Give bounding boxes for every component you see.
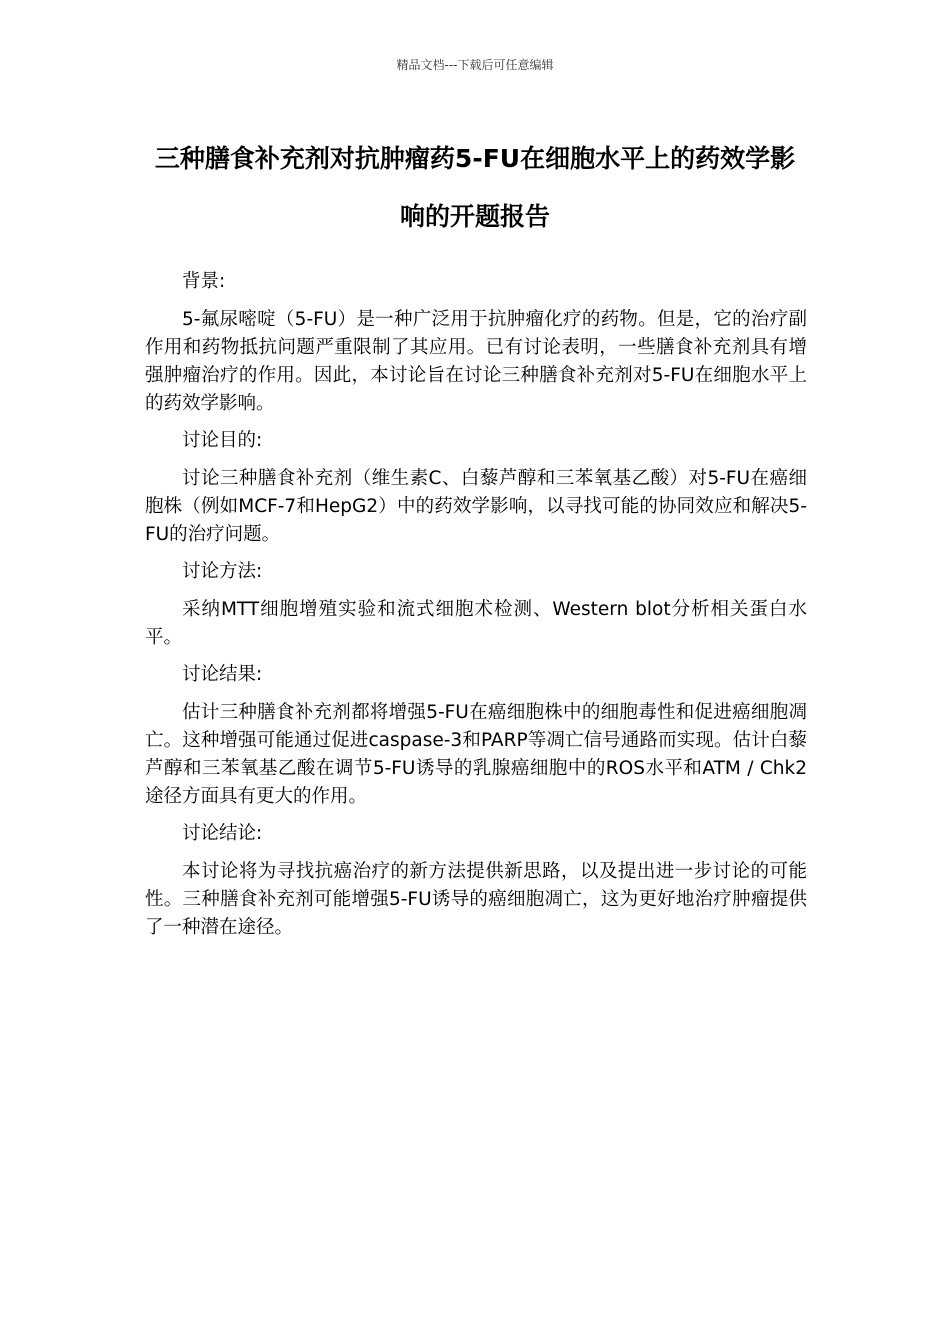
section-heading-results: 讨论结果:: [182, 664, 263, 685]
section-body-conclusion: 本讨论将为寻找抗癌治疗的新方法提供新思路，以及提出进一步讨论的可能性。三种膳食补充剂可能增强5-FU诱导的癌细胞凋亡，这为更好地治疗肿瘤提供了一种潜在途径。: [145, 861, 807, 938]
section-heading-objective: 讨论目的:: [182, 430, 263, 451]
section-body-methods: 采纳MTT细胞增殖实验和流式细胞术检测、Western blot分析相关蛋白水平。: [145, 599, 807, 648]
header-note: 精品文档---下载后可任意编辑: [396, 58, 554, 72]
document-title: 三种膳食补充剂对抗肿瘤药5-FU在细胞水平上的药效学影响的开题报告: [154, 144, 796, 231]
section-body-background: 5-氟尿嘧啶（5-FU）是一种广泛用于抗肿瘤化疗的药物。但是，它的治疗副作用和药物抵抗问题严重限制了其应用。已有讨论表明，一些膳食补充剂具有增强肿瘤治疗的作用。因此，本讨论旨在讨论三种膳食补充剂对5-FU在细胞水平上的药效学影响。: [145, 309, 807, 414]
section-body-results: 估计三种膳食补充剂都将增强5-FU在癌细胞株中的细胞毒性和促进癌细胞凋亡。这种增强可能通过促进caspase-3和PARP等凋亡信号通路而实现。估计白藜芦醇和三苯氧基乙酸在调节5-FU诱导的乳腺癌细胞中的ROS水平和ATM / Chk2途径方面具有更大的作用。: [145, 702, 807, 807]
section-heading-background: 背景:: [182, 271, 226, 292]
section-heading-conclusion: 讨论结论:: [182, 823, 263, 844]
section-body-objective: 讨论三种膳食补充剂（维生素C、白藜芦醇和三苯氧基乙酸）对5-FU在癌细胞株（例如MCF-7和HepG2）中的药效学影响，以寻找可能的协同效应和解决5-FU的治疗问题。: [145, 468, 807, 545]
document-body: [145, 268, 807, 951]
section-heading-methods: 讨论方法:: [182, 561, 263, 582]
